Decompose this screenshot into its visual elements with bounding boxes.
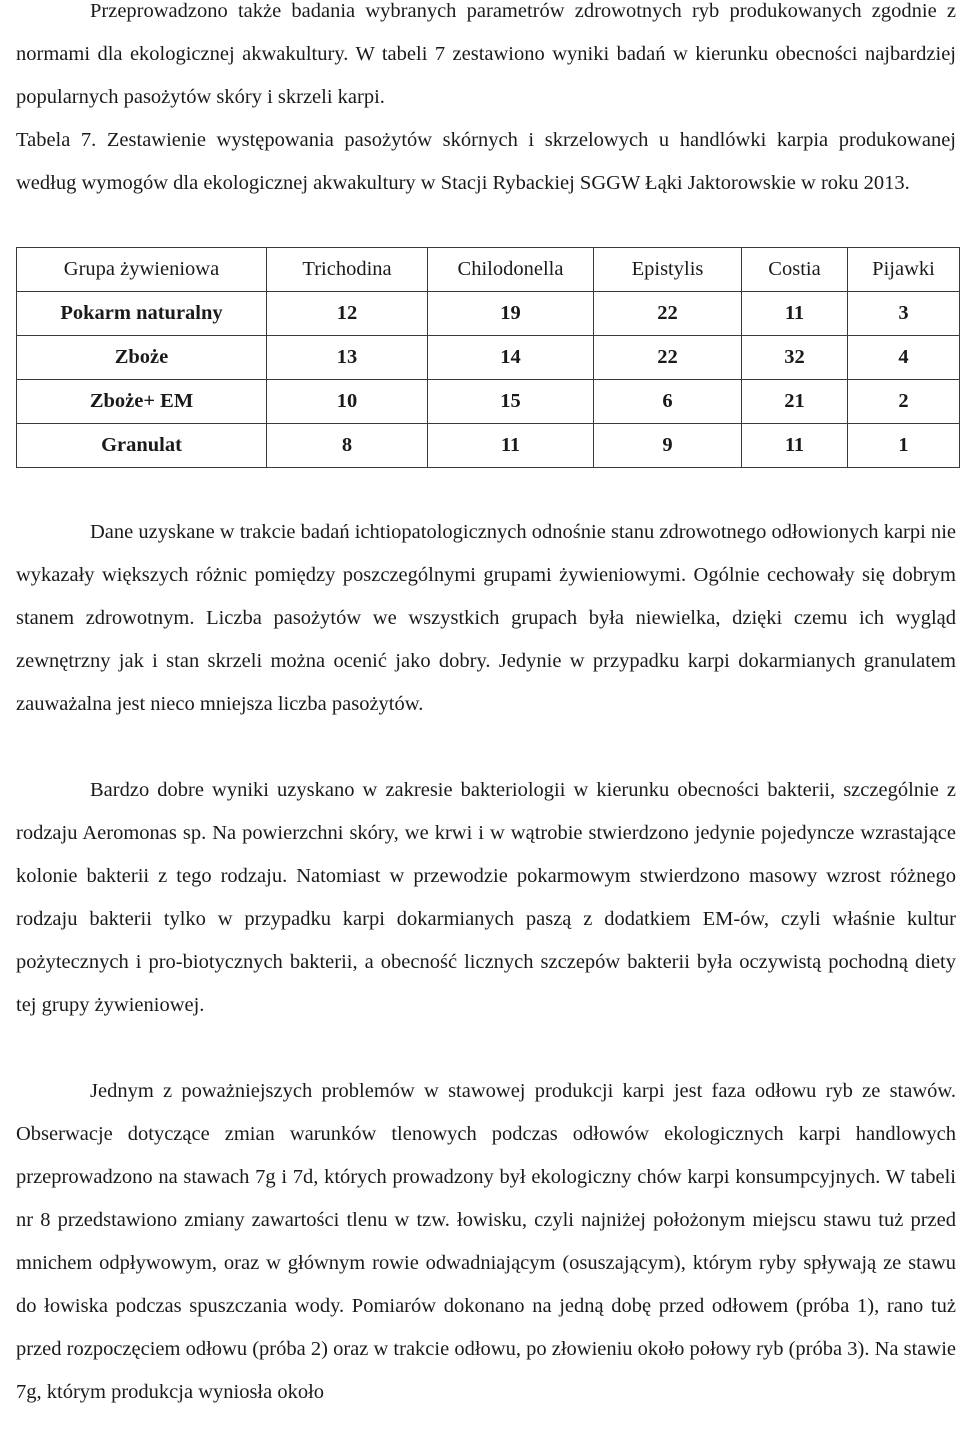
- value-cell: 11: [428, 424, 594, 468]
- value-cell: 8: [267, 424, 428, 468]
- header-cell: Epistylis: [594, 248, 742, 292]
- header-cell: Trichodina: [267, 248, 428, 292]
- value-cell: 10: [267, 380, 428, 424]
- table-row: [17, 336, 960, 380]
- bacteria-paragraph: Bardzo dobre wyniki uzyskano w zakresie bakteriologii w kierunku obecności bakterii, szczególnie z rodzaju Aeromonas sp. Na powierzchni skóry, we krwi i w wątrobie stwierdzono jedynie pojedyncze wzrastające kolonie bakterii z tego rodzaju. Natomiast w przewodzie pokarmowym stwierdzono masowy wzrost różnego rodzaju bakterii tylko w przypadku karpi dokarmianych paszą z dodatkiem EM-ów, czyli właśnie kultur pożytecznych i pro-biotycznych bakterii, a obecność licznych szczepów bakterii była oczywistą pochodną diety tej grupy żywieniowej.: [16, 779, 956, 1016]
- header-cell: Pijawki: [848, 248, 960, 292]
- value-cell: 13: [267, 336, 428, 380]
- intro-paragraph: Przeprowadzono także badania wybranych parametrów zdrowotnych ryb produkowanych zgodnie z normami dla ekologicznej akwakultury. W tabeli 7 zestawiono wyniki badań w kierunku obecności najbardziej popularnych pasożytów skóry i skrzeli karpi.: [16, 0, 956, 108]
- table-row: [17, 424, 960, 468]
- value-cell: 6: [594, 380, 742, 424]
- table-row: [17, 380, 960, 424]
- group-cell: Pokarm naturalny: [17, 292, 267, 336]
- value-cell: 11: [742, 292, 848, 336]
- value-cell: 1: [848, 424, 960, 468]
- header-cell: Costia: [742, 248, 848, 292]
- header-cell: Chilodonella: [428, 248, 594, 292]
- table-header-row: [17, 248, 960, 292]
- harvest-paragraph: Jednym z poważniejszych problemów w stawowej produkcji karpi jest faza odłowu ryb ze stawów. Obserwacje dotyczące zmian warunków tlenowych podczas odłowów ekologicznych karpi handlowych przeprowadzono na stawach 7g i 7d, których prowadzony był ekologiczny chów karpi konsumpcyjnych. W tabeli nr 8 przedstawiono zmiany zawartości tlenu w tzw. łowisku, czyli najniżej położonym miejscu stawu tuż przed mnichem odpływowym, oraz w głównym rowie odwadniającym (osuszającym), którym ryby spływają ze stawu do łowiska podczas spuszczania wody. Pomiarów dokonano na jedną dobę przed odłowem (próba 1), rano tuż przed rozpoczęciem odłowu (próba 2) oraz w trakcie odłowu, po złowieniu około połowy ryb (próba 3). Na stawie 7g, którym produkcja wyniosła około: [16, 1080, 956, 1403]
- header-cell: Grupa żywieniowa: [17, 248, 267, 292]
- value-cell: 2: [848, 380, 960, 424]
- value-cell: 15: [428, 380, 594, 424]
- parasite-table: [16, 247, 960, 468]
- value-cell: 9: [594, 424, 742, 468]
- value-cell: 11: [742, 424, 848, 468]
- value-cell: 22: [594, 292, 742, 336]
- results-paragraph: Dane uzyskane w trakcie badań ichtiopatologicznych odnośnie stanu zdrowotnego odłowionych karpi nie wykazały większych różnic pomiędzy poszczególnymi grupami żywieniowymi. Ogólnie cechowały się dobrym stanem zdrowotnym. Liczba pasożytów we wszystkich grupach była niewielka, dzięki czemu ich wygląd zewnętrzny jak i stan skrzeli można ocenić jako dobry. Jedynie w przypadku karpi dokarmianych granulatem zauważalna jest nieco mniejsza liczba pasożytów.: [16, 521, 956, 715]
- table-row: [17, 292, 960, 336]
- group-cell: Zboże+ EM: [17, 380, 267, 424]
- group-cell: Granulat: [17, 424, 267, 468]
- value-cell: 3: [848, 292, 960, 336]
- value-cell: 12: [267, 292, 428, 336]
- value-cell: 19: [428, 292, 594, 336]
- value-cell: 22: [594, 336, 742, 380]
- value-cell: 32: [742, 336, 848, 380]
- table-caption: Tabela 7. Zestawienie występowania pasożytów skórnych i skrzelowych u handlówki karpia produkowanej według wymogów dla ekologicznej akwakultury w Stacji Rybackiej SGGW Łąki Jaktorowskie w roku 2013.: [16, 129, 956, 194]
- value-cell: 21: [742, 380, 848, 424]
- value-cell: 14: [428, 336, 594, 380]
- group-cell: Zboże: [17, 336, 267, 380]
- value-cell: 4: [848, 336, 960, 380]
